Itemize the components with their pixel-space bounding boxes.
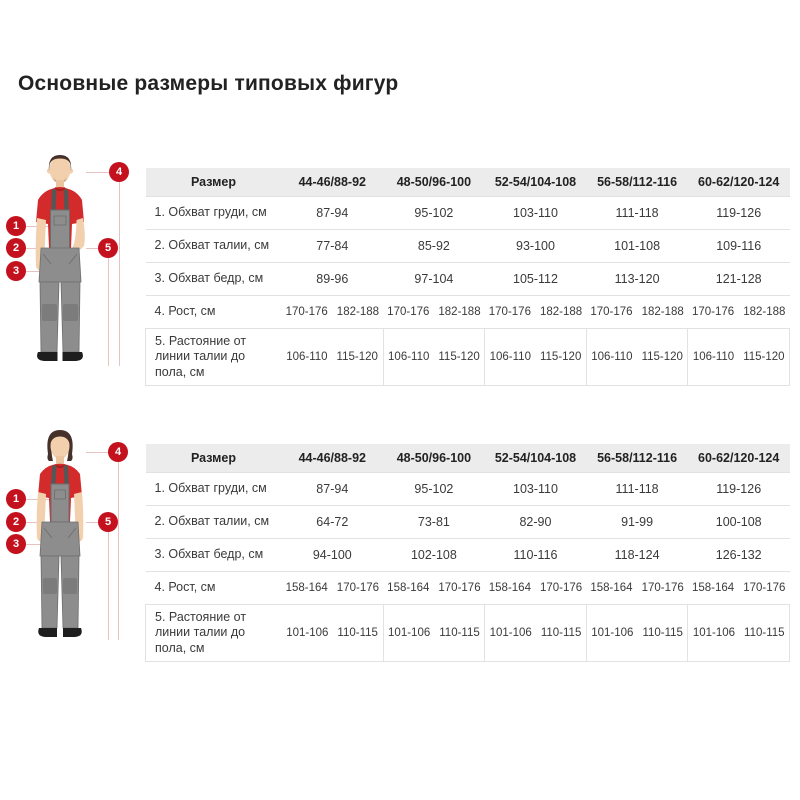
measurement-value-cell <box>485 605 587 662</box>
measurement-value-cell: 111-118 <box>586 197 688 230</box>
measurement-value: 115-120 <box>539 351 582 363</box>
measurement-value-cell: 110-116 <box>485 539 587 572</box>
measurement-value-cell: 91-99 <box>586 506 688 539</box>
measurement-value-cell: 97-104 <box>383 263 485 296</box>
measurement-value: 182-188 <box>539 306 583 318</box>
measurement-value: 110-115 <box>337 627 378 639</box>
measurement-row-label: 3. Обхват бедр, см <box>146 263 282 296</box>
measurement-value-cell: 93-100 <box>485 230 587 263</box>
measurement-row <box>146 473 790 506</box>
measurement-value-cell: 102-108 <box>383 539 485 572</box>
measurement-value: 115-120 <box>743 351 785 363</box>
measurement-value-cell: 82-90 <box>485 506 587 539</box>
measurement-value: 182-188 <box>438 306 481 318</box>
measurement-value-cell: 103-110 <box>485 473 587 506</box>
measurement-value-cell: 95-102 <box>383 473 485 506</box>
measurement-value-cell <box>282 296 384 329</box>
measurement-value-cell: 77-84 <box>282 230 384 263</box>
measurement-marker-hips <box>6 534 26 554</box>
measurement-marker-waist-floor <box>98 512 118 532</box>
measurement-row-label: 5. Растояние от линии талии до пола, см <box>146 329 282 386</box>
measurement-value-cell: 85-92 <box>383 230 485 263</box>
measurement-value-cell: 118-124 <box>586 539 688 572</box>
marker-label: 4 <box>115 166 123 178</box>
measurement-value-cell <box>586 572 688 605</box>
measurement-value-cell: 126-132 <box>688 539 790 572</box>
measurement-marker-waist <box>6 238 26 258</box>
measurement-value: 170-176 <box>590 306 633 318</box>
male-worker-illustration <box>25 152 115 366</box>
measurement-value: 101-106 <box>591 627 634 639</box>
measurement-value: 106-110 <box>692 351 735 363</box>
measurement-value: 101-106 <box>286 627 329 639</box>
measurement-marker-chest <box>6 216 26 236</box>
size-column-header: 48-50/96-100 <box>383 168 485 197</box>
measurement-row <box>146 263 790 296</box>
measurement-value: 110-115 <box>439 627 480 639</box>
measurement-value-cell <box>485 329 587 386</box>
size-column-header: 44-46/88-92 <box>282 444 384 473</box>
marker-label: 5 <box>104 242 112 254</box>
height-line <box>119 182 120 366</box>
measurement-row-label: 3. Обхват бедр, см <box>146 539 282 572</box>
measurement-value-cell: 109-116 <box>688 230 790 263</box>
size-column-header: 52-54/104-108 <box>485 168 587 197</box>
measurement-value: 158-164 <box>691 582 735 594</box>
measurement-value: 110-115 <box>744 627 785 639</box>
marker-label: 5 <box>104 516 112 528</box>
measurement-value: 182-188 <box>336 306 380 318</box>
measurement-value-cell <box>688 572 790 605</box>
measurement-value: 170-176 <box>285 306 328 318</box>
marker-label: 2 <box>12 242 20 254</box>
measurement-value-cell <box>688 329 790 386</box>
measurement-row <box>146 197 790 230</box>
measurement-marker-chest <box>6 489 26 509</box>
measurement-value: 110-115 <box>540 627 582 639</box>
size-column-header: 52-54/104-108 <box>485 444 587 473</box>
measurement-value: 110-115 <box>642 627 683 639</box>
measurement-value-cell <box>485 296 587 329</box>
measurement-value-cell <box>383 572 485 605</box>
measurement-value-cell <box>383 296 485 329</box>
measurement-marker-height <box>109 162 129 182</box>
measurement-value: 106-110 <box>286 351 328 363</box>
women-size-section <box>0 425 800 657</box>
measurement-row <box>146 572 790 605</box>
measurement-value: 170-176 <box>539 582 583 594</box>
measurement-value: 101-106 <box>489 627 532 639</box>
measurement-value-cell <box>586 296 688 329</box>
measurement-marker-hips <box>6 261 26 281</box>
measurement-row-label: 4. Рост, см <box>146 296 282 329</box>
measurement-row-label: 1. Обхват груди, см <box>146 473 282 506</box>
measurement-row <box>146 605 790 662</box>
measurement-value-cell: 105-112 <box>485 263 587 296</box>
measurement-value: 170-176 <box>641 582 684 594</box>
measurement-value: 106-110 <box>388 351 430 363</box>
measurement-value: 170-176 <box>438 582 481 594</box>
marker-label: 3 <box>12 265 20 277</box>
measurement-value: 158-164 <box>285 582 328 594</box>
measurement-value: 170-176 <box>387 306 430 318</box>
measurement-value: 158-164 <box>488 582 531 594</box>
page-title: Основные размеры типовых фигур <box>18 72 399 95</box>
measurement-value-cell: 121-128 <box>688 263 790 296</box>
men-size-table <box>145 168 790 386</box>
measurement-value: 182-188 <box>641 306 684 318</box>
measurement-value-cell: 119-126 <box>688 473 790 506</box>
marker-label: 2 <box>12 516 20 528</box>
women-size-table <box>145 444 790 662</box>
measurement-value-cell <box>282 605 384 662</box>
size-column-header: 56-58/112-116 <box>586 444 688 473</box>
measurement-marker-height <box>108 442 128 462</box>
measurement-value-cell: 119-126 <box>688 197 790 230</box>
measurement-row-label: 4. Рост, см <box>146 572 282 605</box>
measurement-value-cell <box>688 605 790 662</box>
size-table-corner-header: Размер <box>146 168 282 197</box>
measurement-value: 106-110 <box>591 351 633 363</box>
measurement-value-cell: 100-108 <box>688 506 790 539</box>
measurement-value-cell: 89-96 <box>282 263 384 296</box>
marker-label: 4 <box>114 446 122 458</box>
measurement-value: 158-164 <box>387 582 430 594</box>
marker-label: 3 <box>12 538 20 550</box>
measurement-value: 101-106 <box>692 627 736 639</box>
size-column-header: 60-62/120-124 <box>688 444 790 473</box>
measurement-row-label: 5. Растояние от линии талии до пола, см <box>146 605 282 662</box>
size-column-header: 44-46/88-92 <box>282 168 384 197</box>
measurement-value: 101-106 <box>388 627 431 639</box>
measurement-value-cell <box>586 605 688 662</box>
measurement-value-cell: 87-94 <box>282 197 384 230</box>
measurement-value-cell: 64-72 <box>282 506 384 539</box>
measurement-value-cell <box>688 296 790 329</box>
measurement-marker-waist-floor <box>98 238 118 258</box>
measurement-value: 115-120 <box>336 351 378 363</box>
measurement-row <box>146 296 790 329</box>
size-column-header: 60-62/120-124 <box>688 168 790 197</box>
height-line <box>118 462 119 640</box>
measurement-value-cell <box>282 572 384 605</box>
measurement-value-cell: 103-110 <box>485 197 587 230</box>
table-header-row <box>146 444 790 473</box>
size-table-corner-header: Размер <box>146 444 282 473</box>
measurement-value-cell: 111-118 <box>586 473 688 506</box>
size-column-header: 56-58/112-116 <box>586 168 688 197</box>
measurement-value-cell: 94-100 <box>282 539 384 572</box>
measurement-value-cell <box>383 329 485 386</box>
measurement-value: 158-164 <box>590 582 633 594</box>
measurement-value: 170-176 <box>336 582 380 594</box>
measurement-marker-waist <box>6 512 26 532</box>
measurement-value: 115-120 <box>438 351 480 363</box>
measurement-row <box>146 506 790 539</box>
size-column-header: 48-50/96-100 <box>383 444 485 473</box>
men-size-section <box>0 150 800 382</box>
measurement-value: 115-120 <box>641 351 683 363</box>
measurement-row <box>146 329 790 386</box>
measurement-value-cell <box>383 605 485 662</box>
measurement-row <box>146 230 790 263</box>
measurement-row-label: 2. Обхват талии, см <box>146 230 282 263</box>
measurement-value: 170-176 <box>743 582 786 594</box>
female-worker-illustration <box>25 428 115 642</box>
measurement-value: 170-176 <box>691 306 735 318</box>
measurement-value-cell <box>485 572 587 605</box>
measurement-value: 170-176 <box>488 306 531 318</box>
measurement-value-cell <box>586 329 688 386</box>
table-header-row <box>146 168 790 197</box>
measurement-value-cell: 113-120 <box>586 263 688 296</box>
measurement-value-cell <box>282 329 384 386</box>
measurement-row-label: 1. Обхват груди, см <box>146 197 282 230</box>
measurement-value-cell: 87-94 <box>282 473 384 506</box>
measurement-value-cell: 101-108 <box>586 230 688 263</box>
marker-label: 1 <box>12 220 20 232</box>
measurement-value-cell: 73-81 <box>383 506 485 539</box>
measurement-row-label: 2. Обхват талии, см <box>146 506 282 539</box>
measurement-value-cell: 95-102 <box>383 197 485 230</box>
measurement-value: 106-110 <box>489 351 531 363</box>
measurement-row <box>146 539 790 572</box>
measurement-value: 182-188 <box>743 306 786 318</box>
marker-label: 1 <box>12 493 20 505</box>
